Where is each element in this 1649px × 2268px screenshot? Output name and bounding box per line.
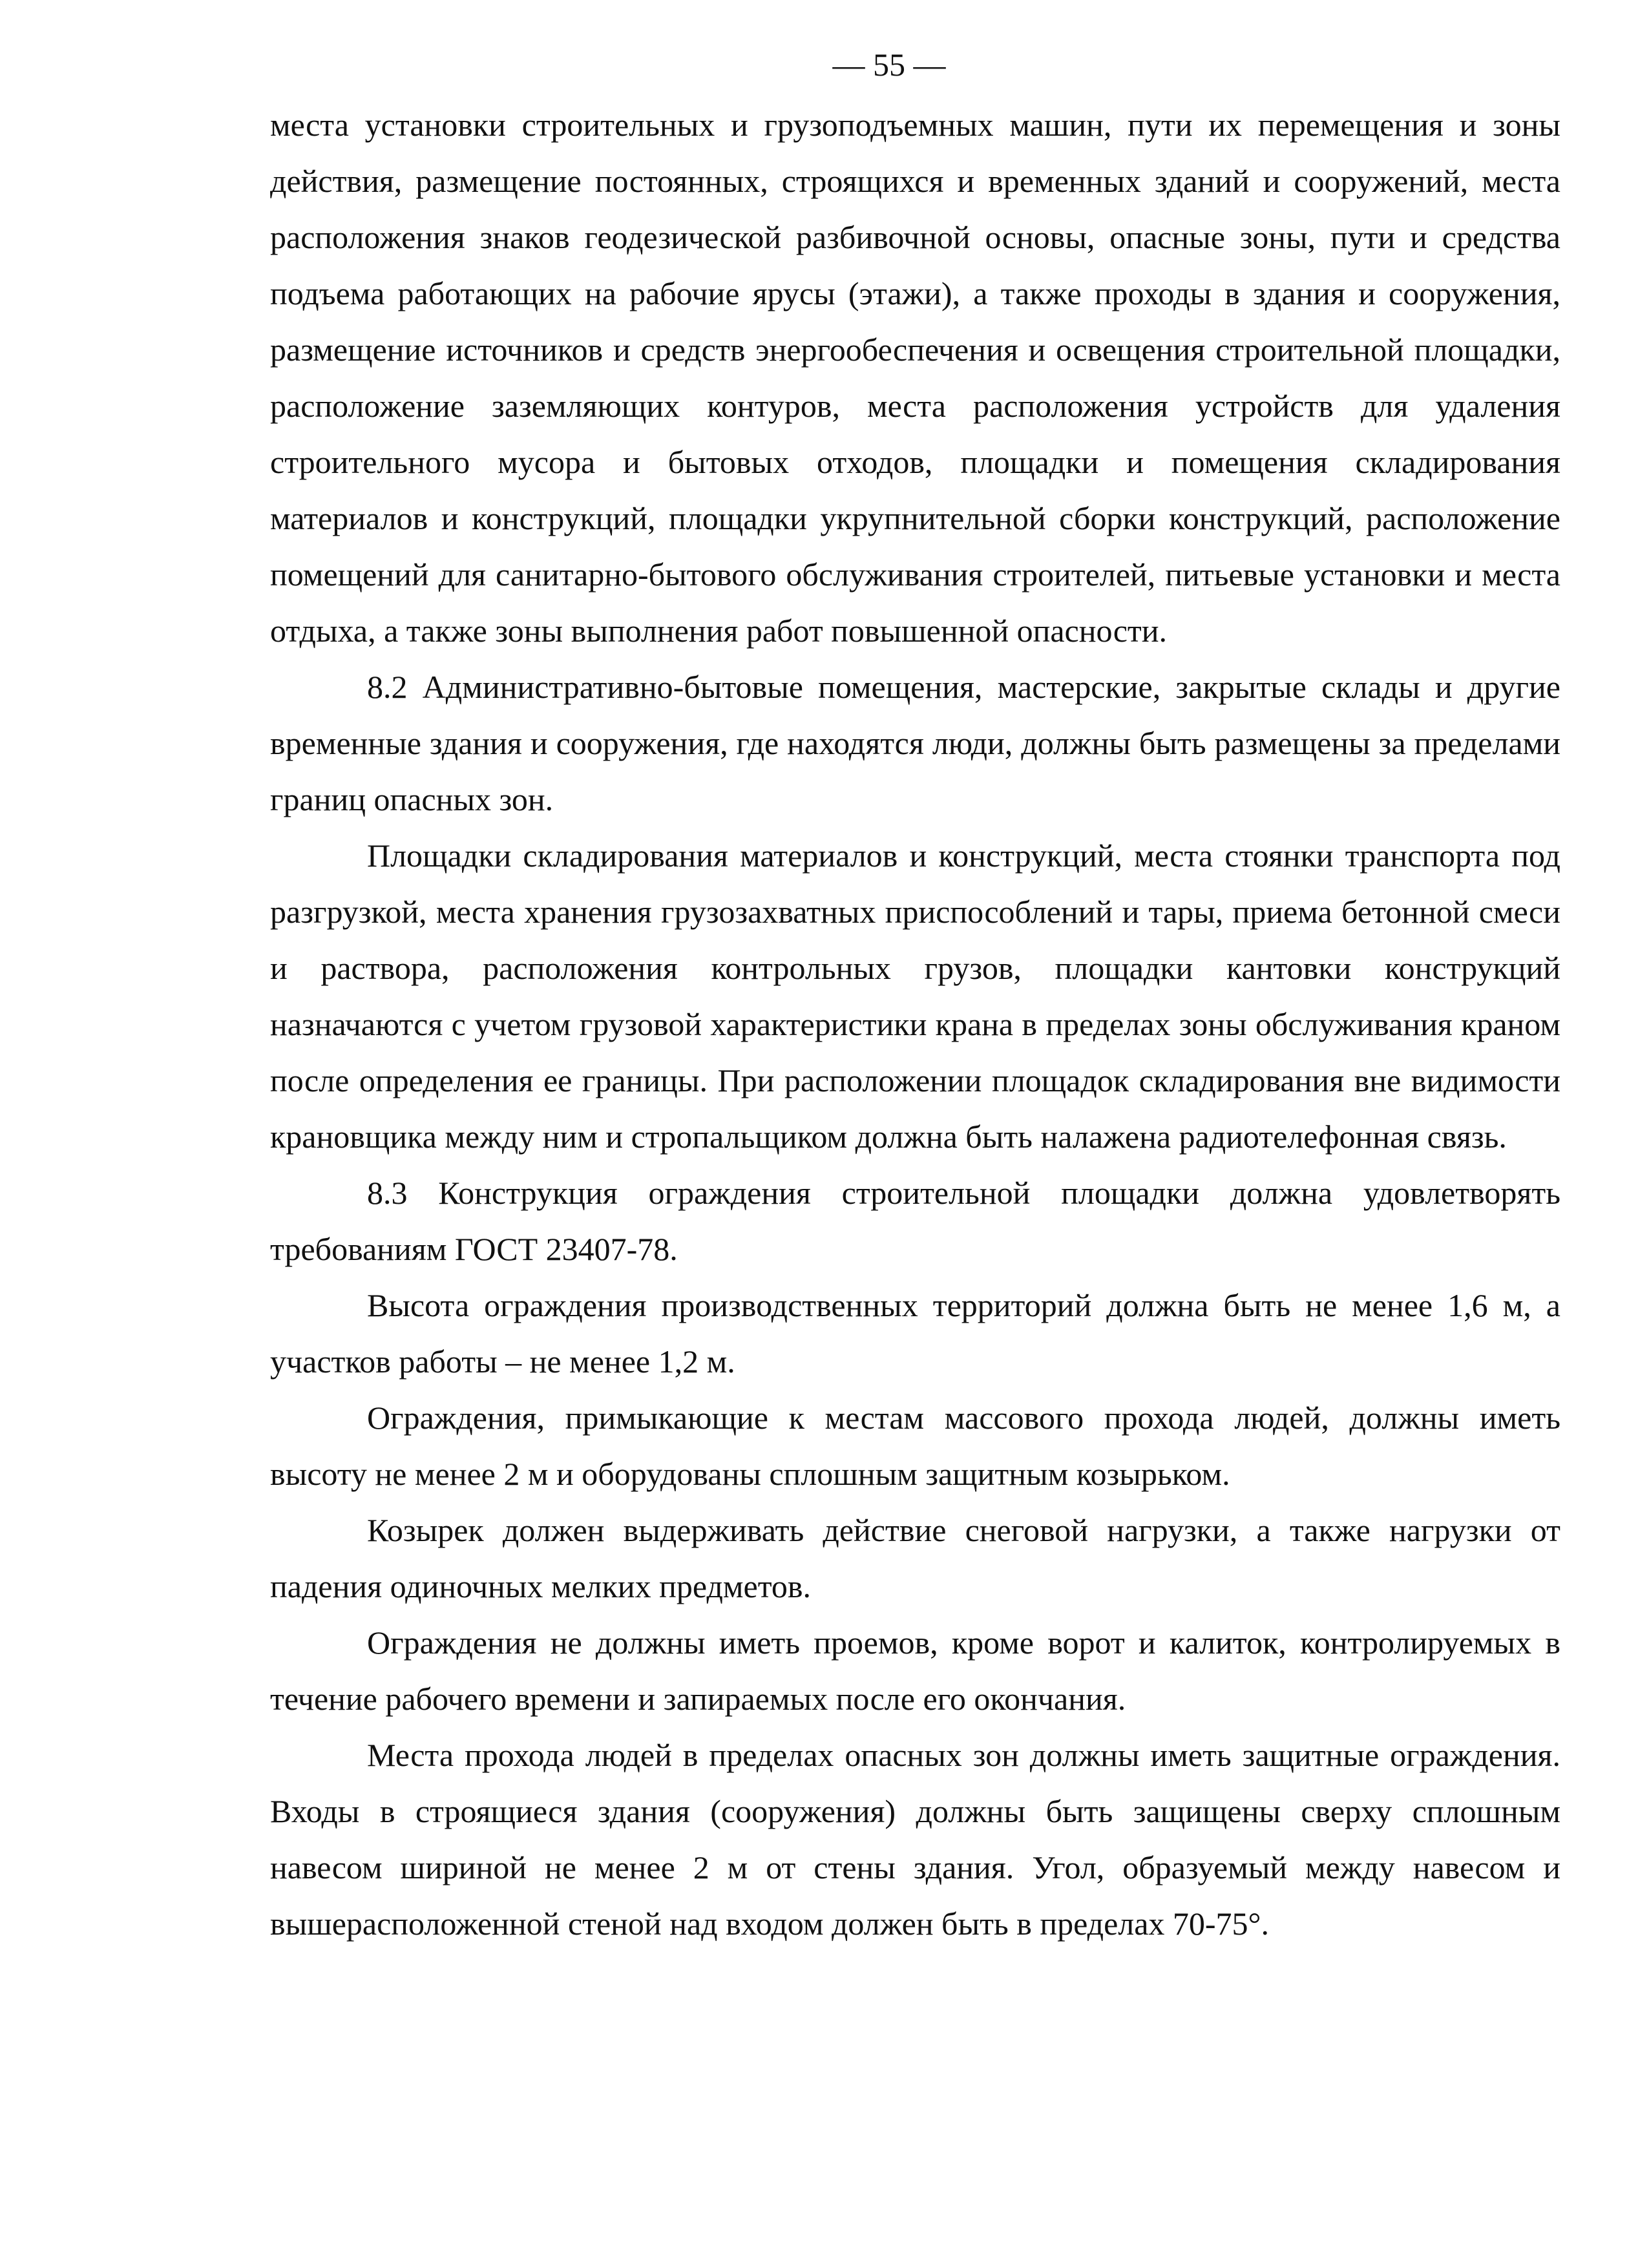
paragraph-fence-openings: Ограждения не должны иметь проемов, кроме ворот и калиток, контролируемых в течение рабочего времени и запираемых после его окончания. <box>270 1624 1560 1717</box>
page-number: — 55 — <box>832 47 946 83</box>
paragraph-storage-areas: Площадки складирования материалов и конструкций, места стоянки транспорта под разгрузкой, места хранения грузозахватных приспособлений и тары, приема бетонной смеси и раствора, расположения контрольных грузов, площадки кантовки конструкций назначаются с учетом грузовой характеристики крана в пределах зоны обслуживания краном после определения ее границы. При расположении площадок складирования вне видимости крановщика между ним и стропальщиком должна быть налажена радиотелефонная связь. <box>270 837 1560 1155</box>
document-body <box>270 97 1560 1952</box>
paragraph-8-3: 8.3 Конструкция ограждения строительной площадки должна удовлетворять требованиям ГОСТ 23407-78. <box>270 1175 1560 1267</box>
paragraph-8-2: 8.2 Административно-бытовые помещения, мастерские, закрытые склады и другие временные здания и сооружения, где находятся люди, должны быть размещены за пределами границ опасных зон. <box>270 669 1560 817</box>
paragraph-site-plan-contents: места установки строительных и грузоподъемных машин, пути их перемещения и зоны действия, размещение постоянных, строящихся и временных зданий и сооружений, места расположения знаков геодезической разбивочной основы, опасные зоны, пути и средства подъема работающих на рабочие ярусы (этажи), а также проходы в здания и сооружения, размещение источников и средств энергообеспечения и освещения строительной площадки, расположение заземляющих контуров, места расположения устройств для удаления строительного мусора и бытовых отходов, площадки и помещения складирования материалов и конструкций, площадки укрупнительной сборки конструкций, расположение помещений для санитарно-бытового обслуживания строителей, питьевые установки и места отдыха, а также зоны выполнения работ повышенной опасности. <box>270 107 1560 649</box>
paragraph-passage-protection: Места прохода людей в пределах опасных зон должны иметь защитные ограждения. Входы в строящиеся здания (сооружения) должны быть защищены сверху сплошным навесом шириной не менее 2 м от стены здания. Угол, образуемый между навесом и вышерасположенной стеной над входом должен быть в пределах 70-75°. <box>270 1737 1560 1942</box>
paragraph-fence-height: Высота ограждения производственных территорий должна быть не менее 1,6 м, а участков работы – не менее 1,2 м. <box>270 1287 1560 1380</box>
paragraph-fence-canopy: Ограждения, примыкающие к местам массового прохода людей, должны иметь высоту не менее 2 м и оборудованы сплошным защитным козырьком. <box>270 1400 1560 1492</box>
paragraph-canopy-load: Козырек должен выдерживать действие снеговой нагрузки, а также нагрузки от падения одиночных мелких предметов. <box>270 1512 1560 1604</box>
